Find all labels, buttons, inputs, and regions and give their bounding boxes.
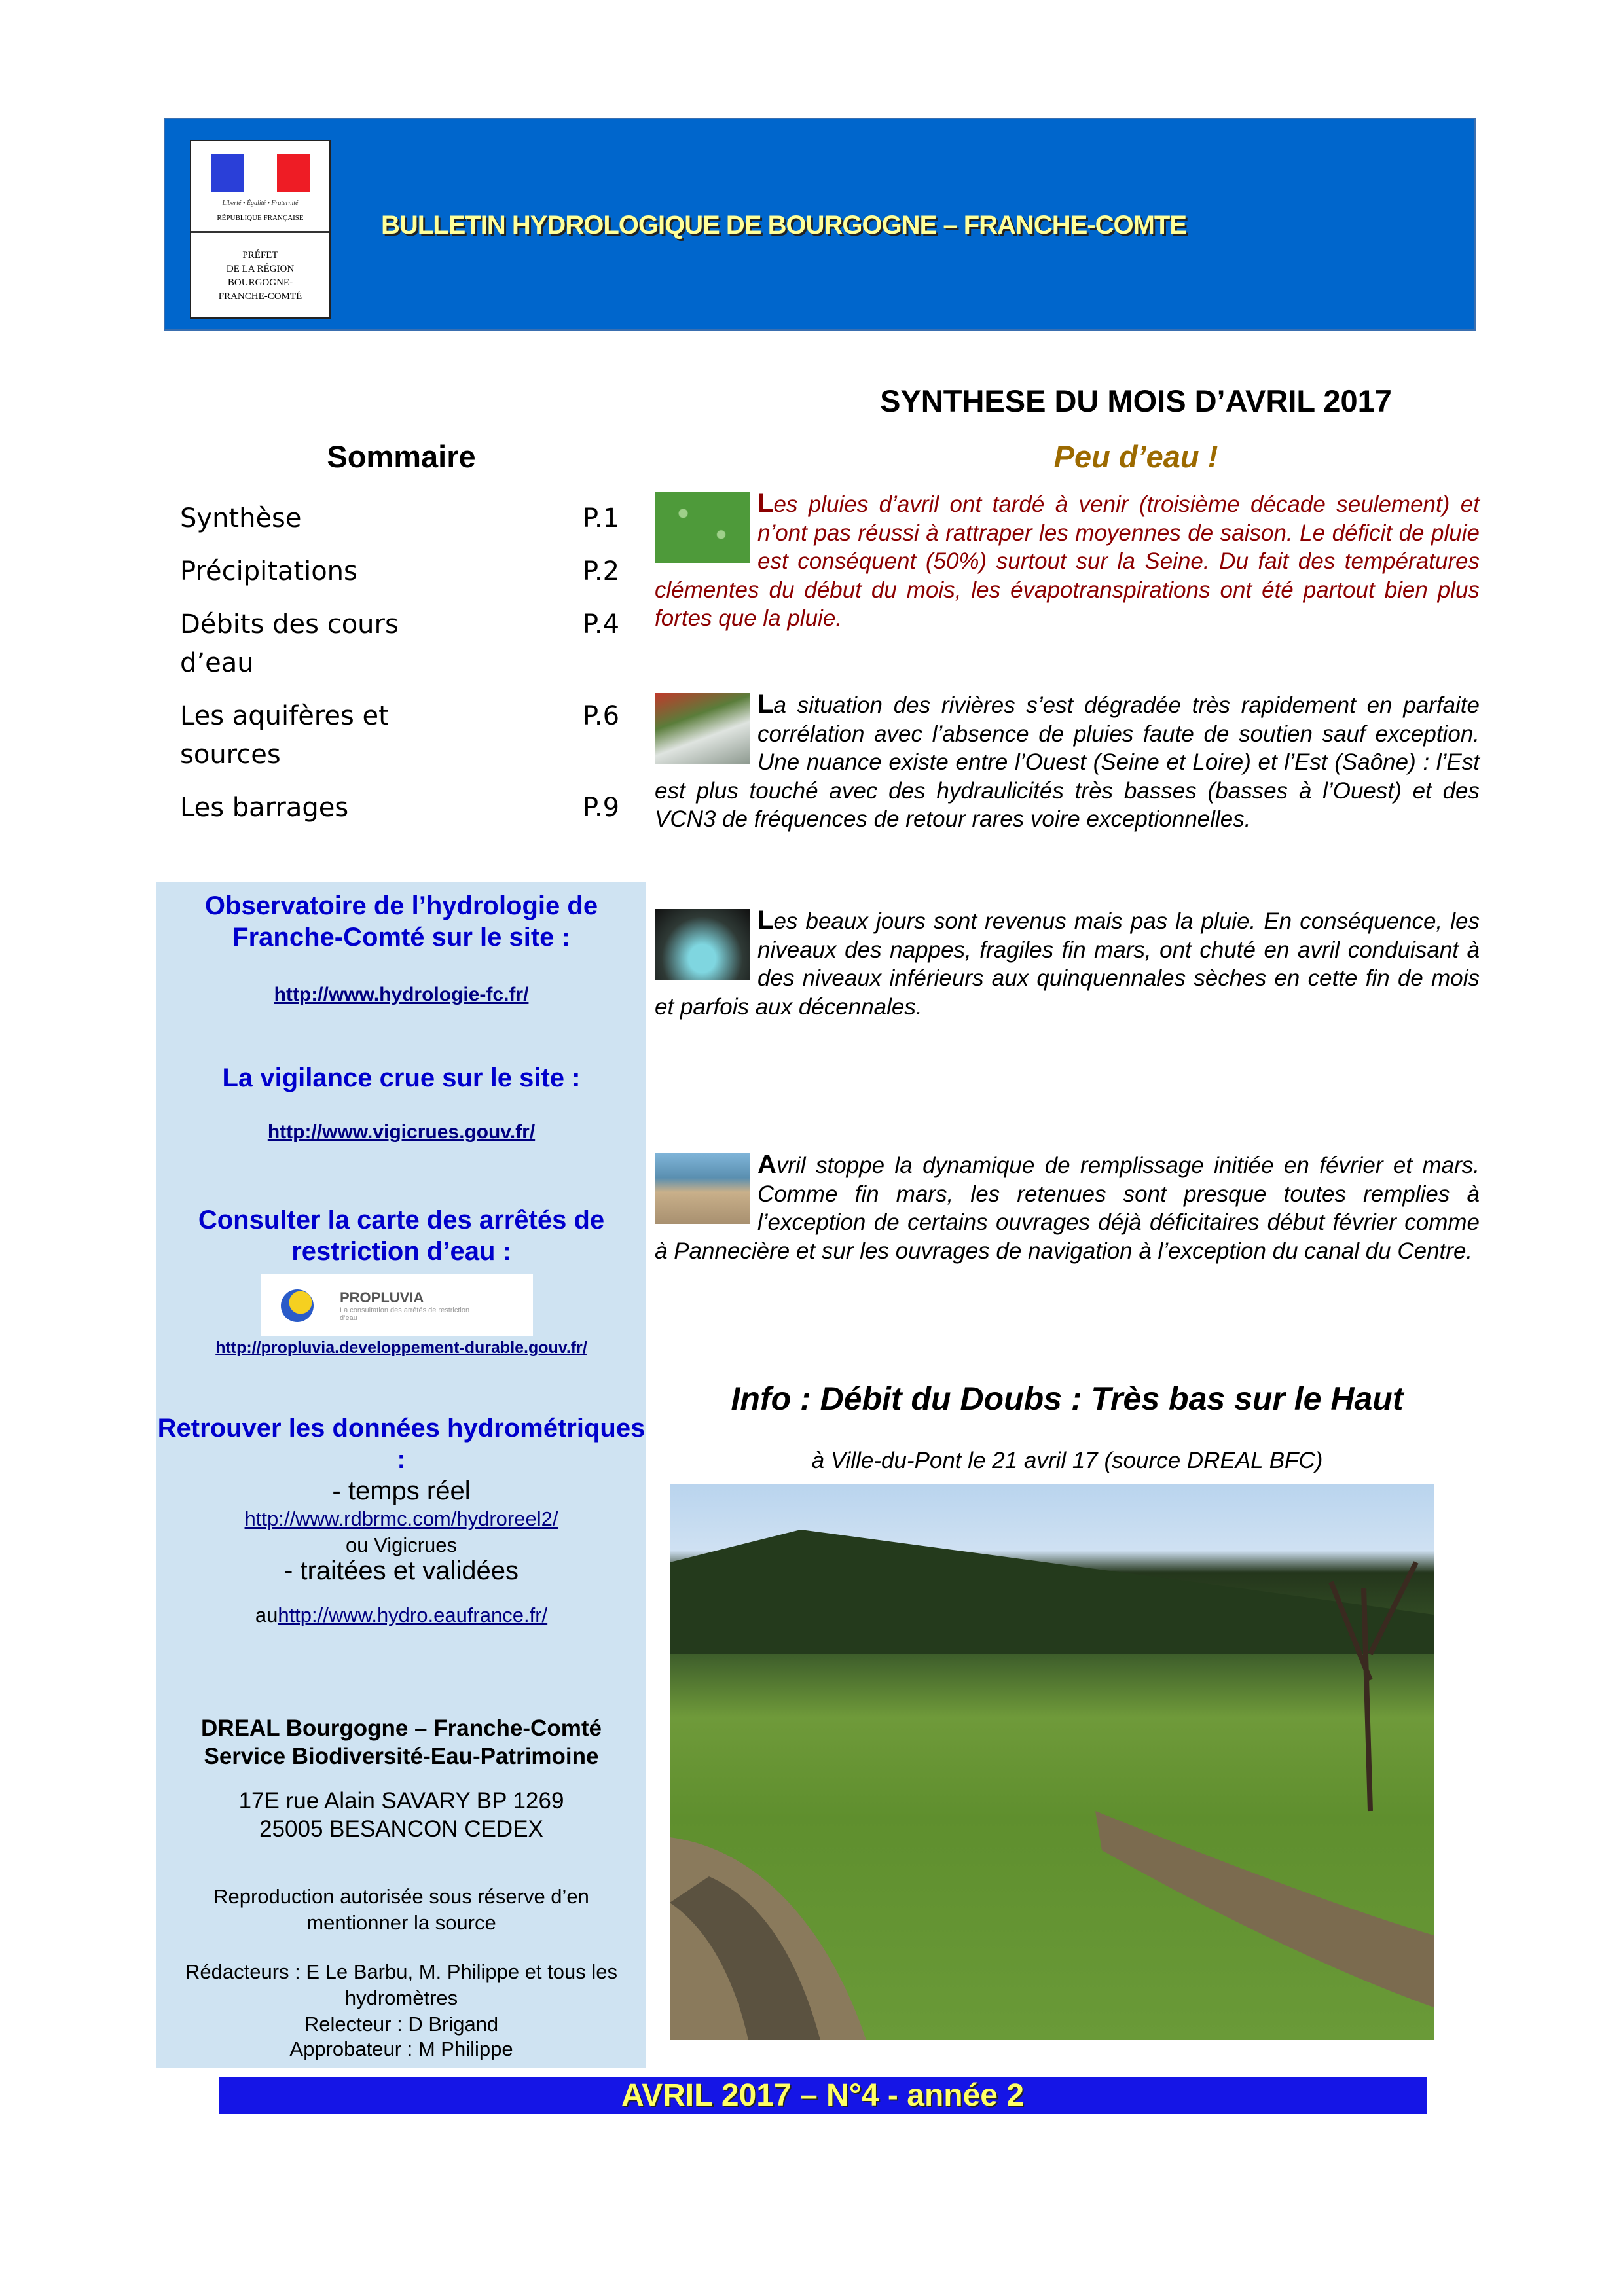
prefet-line: DE LA RÉGION [226, 264, 295, 274]
toc-label: Débits des cours d’eau [180, 609, 399, 678]
prefet-line: PRÉFET [242, 250, 278, 260]
address-line: 17E rue Alain SAVARY BP 1269 [238, 1788, 564, 1814]
issue-footer: AVRIL 2017 – N°4 - année 2 [219, 2077, 1427, 2114]
toc-label: Synthèse [180, 503, 302, 533]
info-sidebar [156, 882, 646, 2068]
cave-thumbnail [655, 909, 750, 980]
toc-page: P.2 [583, 556, 620, 586]
drop-cap: L [757, 489, 774, 518]
sun-rain-icon [281, 1289, 314, 1322]
prefecture-logo [190, 140, 331, 319]
prefet-line: FRANCHE-COMTÉ [218, 291, 302, 302]
sommaire-title: Sommaire [327, 439, 476, 474]
hydro-eaufrance-link[interactable]: http://www.hydro.eaufrance.fr/ [278, 1604, 548, 1626]
redacteurs: Rédacteurs : E Le Barbu, M. Philippe et tous les hydromètres [185, 1960, 617, 2009]
paragraph-text: vril stoppe la dynamique de remplissage initiée en février et mars. Comme fin mars, les retenues sont presque toutes remplies à l’exception de certains ouvrages déjà déficitaires début février comme à Pannecière et sur les ouvrages de navigation à l’exception du canal du Centre. [655, 1153, 1480, 1264]
hydrologie-fc-link[interactable]: http://www.hydrologie-fc.fr/ [274, 984, 529, 1005]
donnees-heading: Retrouver les données hydrométriques : [157, 1414, 646, 1474]
logo-prefet [191, 233, 329, 304]
prefet-line: BOURGOGNE- [227, 278, 293, 288]
paragraph-pluies [655, 490, 1480, 633]
info-title: Info : Débit du Doubs : Très bas sur le Haut [731, 1380, 1404, 1417]
drop-cap: A [757, 1150, 776, 1179]
toc-page: P.9 [583, 793, 620, 823]
photo-caption: à Ville-du-Pont le 21 avril 17 (source DREAL BFC) [811, 1448, 1323, 1473]
rain-drops-thumbnail [655, 492, 750, 563]
logo-republic: RÉPUBLIQUE FRANÇAISE [217, 211, 303, 222]
propluvia-name: PROPLUVIA [340, 1289, 424, 1306]
toc-label: Les barrages [180, 793, 349, 823]
observatoire-heading: Observatoire de l’hydrologie de Franche-Comté sur le site : [204, 891, 598, 952]
propluvia-logo[interactable] [261, 1274, 533, 1336]
rdbrmc-link[interactable]: http://www.rdbrmc.com/hydroreel2/ [244, 1507, 558, 1530]
traitees-label: - traitées et validées [284, 1556, 519, 1585]
reproduction-note: Reproduction autorisée sous réserve d’en mentionner la source [213, 1885, 589, 1934]
dreal-name: DREAL Bourgogne – Franche-Comté [201, 1715, 602, 1741]
toc-page: P.4 [583, 609, 620, 639]
ou-vigicrues-label: ou Vigicrues [345, 1534, 458, 1556]
bulletin-title: BULLETIN HYDROLOGIQUE DE BOURGOGNE – FRANCHE-COMTE [381, 211, 1187, 240]
propluvia-tagline: La consultation des arrêtés de restriction d’eau [340, 1306, 470, 1322]
service-name: Service Biodiversité-Eau-Patrimoine [204, 1744, 599, 1769]
arretes-heading: Consulter la carte des arrêtés de restriction d’eau : [198, 1206, 605, 1266]
paragraph-text: a situation des rivières s’est dégradée très rapidement en parfaite corrélation avec l’absence de pluies faute de soutien sauf exception. Une nuance existe entre l’Ouest (Seine et Loire) et l’Est (Saône) : l’Est est plus touché avec des hydraulicités très basses (basses à l’Ouest) et des VCN3 de fréquences de retour rares voire exceptionnelles. [655, 692, 1480, 832]
paragraph-rivieres [655, 691, 1480, 834]
address-line: 25005 BESANCON CEDEX [259, 1816, 543, 1842]
vigilance-heading: La vigilance crue sur le site : [222, 1064, 581, 1092]
toc-page: P.1 [583, 503, 620, 533]
paragraph-text: es beaux jours sont revenus mais pas la pluie. En conséquence, les niveaux des nappes, fragiles fin mars, ont chuté en avril conduisant à des niveaux inférieurs aux quinquennales sèches en cette fin de mois et parfois aux décennales. [655, 908, 1480, 1020]
marianne-flag-icon [211, 154, 310, 192]
drop-cap: L [757, 690, 774, 719]
drop-cap: L [757, 906, 774, 935]
propluvia-link[interactable]: http://propluvia.developpement-durable.gouv.fr/ [215, 1338, 587, 1357]
relecteur: Relecteur : D Brigand [304, 2013, 499, 2036]
toc-page: P.6 [583, 701, 620, 731]
synthese-title: SYNTHESE DU MOIS D’AVRIL 2017 [880, 384, 1392, 418]
logo-motto: Liberté • Égalité • Fraternité [222, 200, 299, 207]
paragraph-text: es pluies d’avril ont tardé à venir (troisième décade seulement) et n’ont pas réussi à rattraper les moyennes de saison. Le déficit de pluie est conséquent (50%) surtout sur la Seine. Du fait des températures clémentes du début du mois, les évapotranspirations ont été partout bien plus fortes que la pluie. [655, 492, 1480, 631]
header-banner [164, 118, 1476, 331]
doubs-river-photo [670, 1484, 1434, 2040]
au-label: au [255, 1604, 278, 1626]
temps-reel-label: - temps réel [332, 1477, 471, 1505]
approbateur: Approbateur : M Philippe [289, 2037, 513, 2060]
river-thumbnail [655, 693, 750, 764]
dam-thumbnail [655, 1153, 750, 1224]
vigicrues-link[interactable]: http://www.vigicrues.gouv.fr/ [267, 1121, 536, 1143]
toc-label: Les aquifères et sources [180, 701, 389, 770]
landscape-illustration [670, 1484, 1434, 2040]
synthese-subtitle: Peu d’eau ! [1053, 439, 1218, 474]
paragraph-nappes [655, 906, 1480, 1021]
toc-label: Précipitations [180, 556, 357, 586]
paragraph-barrages [655, 1151, 1480, 1265]
